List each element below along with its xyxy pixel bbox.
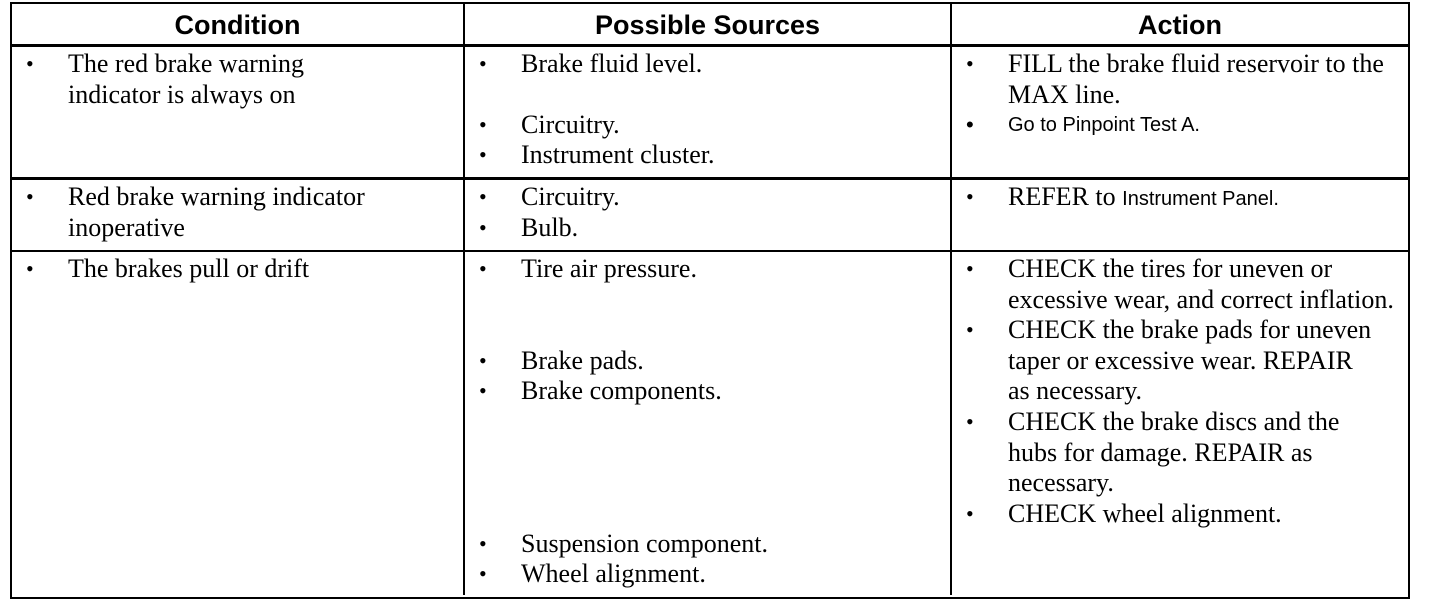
diagnosis-table bbox=[10, 2, 1410, 599]
source-item: • Brake components. bbox=[465, 376, 950, 407]
action-cell bbox=[952, 252, 1408, 595]
action-cell bbox=[952, 47, 1408, 177]
source-item: • Brake pads. bbox=[465, 346, 950, 377]
header-condition: Condition bbox=[12, 4, 465, 44]
source-item: • Tire air pressure. bbox=[465, 254, 950, 285]
action-refer-prefix: REFER to bbox=[1008, 182, 1116, 211]
sources-cell bbox=[465, 180, 952, 250]
action-item: • CHECK the brake discs and the hubs for damage. REPAIR as necessary. bbox=[952, 407, 1394, 499]
condition-cell bbox=[12, 47, 465, 177]
table-row bbox=[12, 180, 1408, 252]
source-item: • Brake fluid level. bbox=[465, 49, 950, 80]
source-item: • Suspension component. bbox=[465, 529, 950, 560]
action-item: • CHECK wheel alignment. bbox=[952, 499, 1408, 530]
condition-cell bbox=[12, 180, 465, 250]
action-item: • CHECK the tires for uneven or excessive wear, and correct inflation. bbox=[952, 254, 1404, 315]
action-item bbox=[952, 182, 1408, 215]
condition-text: • The brakes pull or drift bbox=[12, 254, 463, 285]
header-action: Action bbox=[1138, 10, 1222, 40]
table-row bbox=[12, 47, 1408, 180]
source-item: • Circuitry. bbox=[465, 110, 950, 141]
table-row bbox=[12, 252, 1408, 595]
condition-text: • The red brake warning indicator is always on bbox=[12, 49, 374, 110]
source-item: • Wheel alignment. bbox=[465, 559, 950, 590]
condition-text: • Red brake warning indicator inoperative bbox=[12, 182, 454, 243]
header-possible-sources: Possible Sources bbox=[465, 4, 952, 44]
sources-cell bbox=[465, 252, 952, 595]
source-item: • Instrument cluster. bbox=[465, 140, 950, 171]
action-item: • FILL the brake fluid reservoir to the MAX line. bbox=[952, 49, 1404, 110]
table-header bbox=[12, 4, 1408, 47]
source-item: • Circuitry. bbox=[465, 182, 950, 213]
source-item: • Bulb. bbox=[465, 213, 950, 244]
action-item: • Go to Pinpoint Test A. bbox=[952, 110, 1408, 141]
action-item: • CHECK the brake pads for uneven taper or excessive wear. REPAIR as necessary. bbox=[952, 315, 1384, 407]
condition-cell bbox=[12, 252, 465, 595]
action-cell bbox=[952, 180, 1408, 250]
sources-cell bbox=[465, 47, 952, 177]
instrument-panel-reference: Instrument Panel. bbox=[1122, 188, 1279, 210]
